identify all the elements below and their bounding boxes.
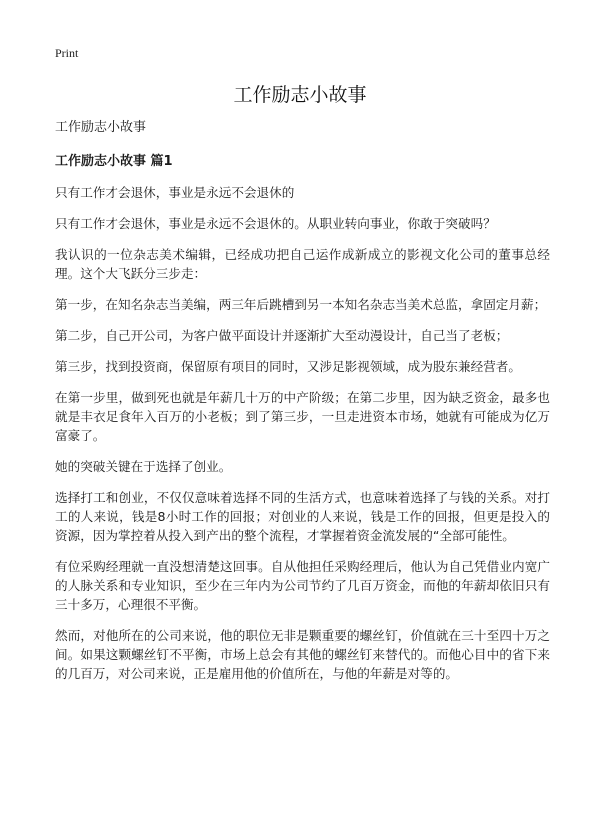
- paragraph: 选择打工和创业，不仅仅意味着选择不同的生活方式，也意味着选择了与钱的关系。对打工的人来说，钱是8小时工作的回报；对创业的人来说，钱是工作的回报，但更是投入的资源，因为掌控着从投入到产出的整个流程，才掌握着资金流发展的“全部可能性。: [55, 490, 550, 543]
- document-title: 工作励志小故事: [233, 84, 367, 106]
- paragraph: 在第一步里，做到死也就是年薪几十万的中产阶级；在第二步里，因为缺乏资金，最多也就是丰衣足食年入百万的小老板；到了第三步，一旦走进资本市场，她就有可能成为亿万富豪了。: [55, 390, 550, 443]
- paragraph: 有位采购经理就一直没想清楚这回事。自从他担任采购经理后，他认为自己凭借业内宽广的人脉关系和专业知识，至少在三年内为公司节约了几百万资金，而他的年薪却依旧只有三十多万，心理很不平衡。: [55, 559, 550, 612]
- paragraph: 第二步，自己开公司，为客户做平面设计并逐渐扩大至动漫设计，自己当了老板；: [55, 328, 509, 343]
- document-body: [55, 119, 550, 695]
- paragraph: 只有工作才会退休，事业是永远不会退休的。从职业转向事业，你敢于突破吗？: [55, 216, 496, 231]
- print-link[interactable]: Print: [55, 46, 79, 60]
- section-heading: 工作励志小故事 篇1: [55, 154, 173, 169]
- paragraph: 第一步，在知名杂志当美编，两三年后跳槽到另一本知名杂志当美术总监，拿固定月薪；: [55, 297, 547, 312]
- paragraph: 我认识的一位杂志美术编辑，已经成功把自己运作成新成立的影视文化公司的董事总经理。这个大飞跃分三步走：: [55, 247, 550, 281]
- paragraph: 她的突破关键在于选择了创业。: [55, 459, 232, 474]
- paragraph: 第三步，找到投资商，保留原有项目的同时，又涉足影视领域，成为股东兼经营者。: [55, 359, 521, 374]
- paragraph: 只有工作才会退休，事业是永远不会退休的: [55, 185, 295, 200]
- paragraph: 然而，对他所在的公司来说，他的职位无非是颗重要的螺丝钉，价值就在三十至四十万之间。如果这颗螺丝钉不平衡，市场上总会有其他的螺丝钉来替代的。而他心目中的省下来的几百万，对公司来说，正是雇用他的价值所在，与他的年薪是对等的。: [55, 628, 550, 681]
- document-subtitle: 工作励志小故事: [55, 120, 147, 135]
